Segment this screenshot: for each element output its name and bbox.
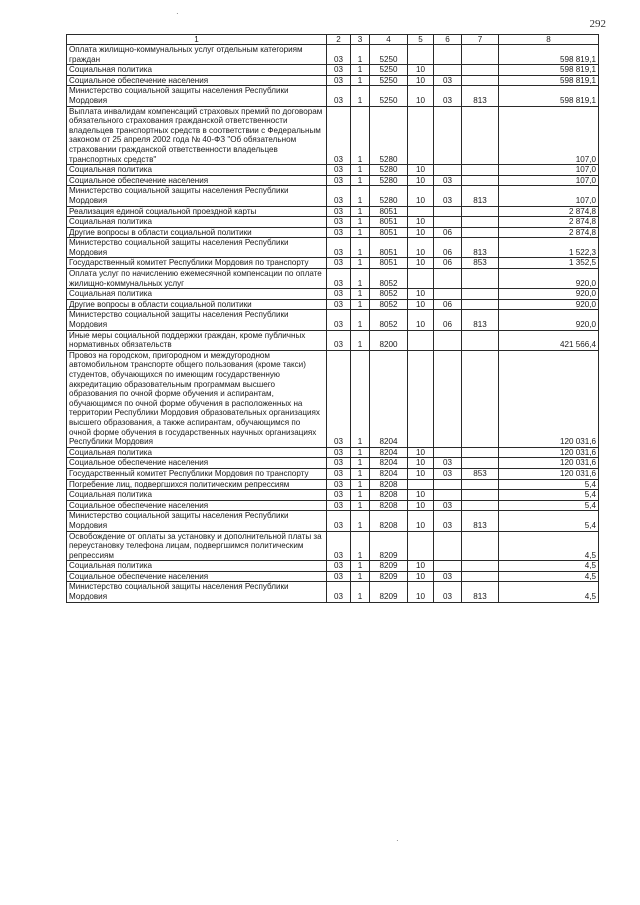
row-code-cell: 8208 (370, 479, 408, 490)
row-code-cell: 5250 (370, 75, 408, 86)
row-code-cell: 1 (351, 582, 370, 602)
row-amount-cell: 4,5 (499, 582, 599, 602)
row-code-cell: 8208 (370, 500, 408, 511)
row-code-cell: 813 (462, 238, 499, 258)
row-name-cell: Социальное обеспечение населения (67, 75, 327, 86)
row-code-cell: 1 (351, 561, 370, 572)
row-name-cell: Министерство социальной защиты населения Республики Мордовия (67, 310, 327, 330)
row-code-cell: 8051 (370, 217, 408, 228)
row-code-cell (434, 561, 462, 572)
row-code-cell: 10 (408, 582, 434, 602)
row-code-cell (462, 106, 499, 165)
row-code-cell (462, 217, 499, 228)
row-code-cell: 03 (434, 571, 462, 582)
row-amount-cell: 120 031,6 (499, 458, 599, 469)
row-name-cell: Государственный комитет Республики Мордовия по транспорту (67, 468, 327, 479)
row-code-cell (434, 350, 462, 447)
row-code-cell: 1 (351, 45, 370, 65)
row-code-cell (434, 106, 462, 165)
row-name-cell: Социальное обеспечение населения (67, 571, 327, 582)
row-amount-cell: 1 352,5 (499, 258, 599, 269)
row-code-cell: 813 (462, 86, 499, 106)
row-amount-cell: 421 566,4 (499, 330, 599, 350)
row-code-cell: 8052 (370, 289, 408, 300)
row-code-cell: 03 (327, 479, 351, 490)
row-code-cell: 1 (351, 531, 370, 561)
row-name-cell: Оплата жилищно-коммунальных услуг отдельным категориям граждан (67, 45, 327, 65)
row-code-cell: 8209 (370, 582, 408, 602)
row-code-cell: 8204 (370, 458, 408, 469)
row-code-cell: 03 (327, 571, 351, 582)
row-code-cell: 1 (351, 350, 370, 447)
row-name-cell: Министерство социальной защиты населения Республики Мордовия (67, 511, 327, 531)
row-amount-cell: 920,0 (499, 310, 599, 330)
table-row (67, 310, 599, 330)
row-code-cell: 03 (434, 500, 462, 511)
row-code-cell: 10 (408, 165, 434, 176)
row-code-cell: 5280 (370, 186, 408, 206)
row-code-cell (434, 330, 462, 350)
row-code-cell: 03 (327, 531, 351, 561)
row-code-cell: 1 (351, 310, 370, 330)
row-code-cell: 813 (462, 582, 499, 602)
row-name-cell: Выплата инвалидам компенсаций страховых премий по договорам обязательного страхования гражданской ответственности владельцев транспортных средств в соответствии с Федеральным законом от 25 апреля 2002 года № 40-ФЗ "Об обязательном страховании гражданской ответственности владельцев транспортных средств" (67, 106, 327, 165)
table-row (67, 490, 599, 501)
row-code-cell: 10 (408, 299, 434, 310)
row-code-cell: 1 (351, 65, 370, 76)
row-code-cell: 03 (327, 238, 351, 258)
row-code-cell: 1 (351, 447, 370, 458)
row-code-cell (408, 531, 434, 561)
row-code-cell: 03 (327, 45, 351, 65)
row-amount-cell: 598 819,1 (499, 86, 599, 106)
row-code-cell: 03 (434, 186, 462, 206)
row-name-cell: Министерство социальной защиты населения Республики Мордовия (67, 582, 327, 602)
row-code-cell: 03 (327, 289, 351, 300)
table-row (67, 350, 599, 447)
row-code-cell: 10 (408, 227, 434, 238)
row-code-cell: 5280 (370, 106, 408, 165)
row-code-cell: 03 (434, 458, 462, 469)
row-name-cell: Социальная политика (67, 165, 327, 176)
row-code-cell (462, 227, 499, 238)
row-code-cell (462, 45, 499, 65)
row-code-cell: 1 (351, 269, 370, 289)
row-code-cell (434, 269, 462, 289)
row-code-cell: 03 (434, 75, 462, 86)
table-row (67, 238, 599, 258)
row-name-cell: Социальное обеспечение населения (67, 500, 327, 511)
row-code-cell: 8200 (370, 330, 408, 350)
table-row (67, 165, 599, 176)
row-code-cell: 03 (327, 458, 351, 469)
row-code-cell (462, 269, 499, 289)
row-code-cell: 8208 (370, 511, 408, 531)
table-row (67, 186, 599, 206)
row-amount-cell: 120 031,6 (499, 447, 599, 458)
row-name-cell: Социальная политика (67, 561, 327, 572)
row-code-cell (462, 75, 499, 86)
row-code-cell: 03 (327, 175, 351, 186)
row-amount-cell: 107,0 (499, 106, 599, 165)
row-code-cell: 06 (434, 258, 462, 269)
row-code-cell: 5280 (370, 165, 408, 176)
row-code-cell: 10 (408, 490, 434, 501)
row-amount-cell: 2 874,8 (499, 227, 599, 238)
col-header-8: 8 (499, 35, 599, 45)
row-code-cell: 1 (351, 500, 370, 511)
row-name-cell: Другие вопросы в области социальной политики (67, 299, 327, 310)
row-code-cell: 03 (434, 468, 462, 479)
row-code-cell: 1 (351, 258, 370, 269)
row-name-cell: Социальная политика (67, 289, 327, 300)
col-header-4: 4 (370, 35, 408, 45)
row-amount-cell: 4,5 (499, 531, 599, 561)
row-code-cell: 03 (327, 490, 351, 501)
row-code-cell (408, 269, 434, 289)
row-code-cell: 03 (327, 217, 351, 228)
row-code-cell: 10 (408, 561, 434, 572)
table-row (67, 531, 599, 561)
row-code-cell: 03 (327, 299, 351, 310)
row-amount-cell: 598 819,1 (499, 45, 599, 65)
row-amount-cell: 107,0 (499, 186, 599, 206)
row-code-cell (408, 330, 434, 350)
page-number: 292 (589, 18, 606, 30)
row-code-cell: 8052 (370, 299, 408, 310)
row-name-cell: Государственный комитет Республики Мордовия по транспорту (67, 258, 327, 269)
row-code-cell: 03 (327, 269, 351, 289)
row-code-cell: 03 (327, 206, 351, 217)
row-name-cell: Погребение лиц, подвергшихся политическим репрессиям (67, 479, 327, 490)
row-amount-cell: 120 031,6 (499, 350, 599, 447)
row-code-cell: 5280 (370, 175, 408, 186)
table-row (67, 227, 599, 238)
row-code-cell: 10 (408, 86, 434, 106)
row-code-cell: 8052 (370, 310, 408, 330)
row-code-cell (434, 45, 462, 65)
row-amount-cell: 5,4 (499, 479, 599, 490)
row-code-cell (434, 531, 462, 561)
row-name-cell: Реализация единой социальной проездной карты (67, 206, 327, 217)
row-name-cell: Другие вопросы в области социальной политики (67, 227, 327, 238)
row-code-cell: 1 (351, 206, 370, 217)
table-row (67, 571, 599, 582)
row-code-cell: 10 (408, 175, 434, 186)
row-amount-cell: 5,4 (499, 511, 599, 531)
row-code-cell: 8204 (370, 447, 408, 458)
row-code-cell: 10 (408, 289, 434, 300)
row-code-cell: 10 (408, 258, 434, 269)
row-code-cell: 1 (351, 299, 370, 310)
row-code-cell: 10 (408, 186, 434, 206)
row-code-cell: 10 (408, 217, 434, 228)
table-row (67, 86, 599, 106)
table-row (67, 175, 599, 186)
table-row (67, 206, 599, 217)
scan-mark: · (396, 836, 399, 845)
row-amount-cell: 5,4 (499, 500, 599, 511)
row-code-cell: 5250 (370, 86, 408, 106)
row-code-cell: 10 (408, 458, 434, 469)
row-amount-cell: 2 874,8 (499, 206, 599, 217)
row-code-cell: 03 (327, 330, 351, 350)
row-code-cell: 813 (462, 511, 499, 531)
row-code-cell: 03 (434, 86, 462, 106)
row-code-cell: 813 (462, 186, 499, 206)
row-code-cell: 1 (351, 227, 370, 238)
row-code-cell: 1 (351, 330, 370, 350)
table-row (67, 289, 599, 300)
row-code-cell: 8051 (370, 238, 408, 258)
row-code-cell: 10 (408, 75, 434, 86)
col-header-2: 2 (327, 35, 351, 45)
row-name-cell: Социальная политика (67, 447, 327, 458)
row-code-cell (434, 217, 462, 228)
row-amount-cell: 920,0 (499, 269, 599, 289)
row-amount-cell: 598 819,1 (499, 75, 599, 86)
row-code-cell: 853 (462, 258, 499, 269)
row-code-cell: 03 (434, 175, 462, 186)
row-amount-cell: 120 031,6 (499, 468, 599, 479)
row-code-cell: 5250 (370, 45, 408, 65)
row-code-cell: 8204 (370, 468, 408, 479)
table-row (67, 511, 599, 531)
row-name-cell: Оплата услуг по начислению ежемесячной компенсации по оплате жилищно-коммунальных услуг (67, 269, 327, 289)
row-name-cell: Министерство социальной защиты населения Республики Мордовия (67, 186, 327, 206)
row-code-cell: 1 (351, 186, 370, 206)
row-amount-cell: 4,5 (499, 561, 599, 572)
row-amount-cell: 920,0 (499, 289, 599, 300)
row-code-cell: 1 (351, 458, 370, 469)
row-code-cell: 03 (327, 350, 351, 447)
table-row (67, 468, 599, 479)
row-code-cell: 03 (327, 561, 351, 572)
row-code-cell (434, 490, 462, 501)
row-code-cell: 10 (408, 468, 434, 479)
row-code-cell: 5250 (370, 65, 408, 76)
row-code-cell: 10 (408, 500, 434, 511)
col-header-1: 1 (67, 35, 327, 45)
table-body (67, 45, 599, 603)
row-name-cell: Социальная политика (67, 65, 327, 76)
row-code-cell: 8209 (370, 531, 408, 561)
row-code-cell: 03 (327, 65, 351, 76)
row-code-cell (408, 479, 434, 490)
row-code-cell (434, 165, 462, 176)
row-name-cell: Провоз на городском, пригородном и междугородном автомобильном транспорте общего пользования (кроме такси) студентов, обучающихся по имеющим государственную аккредитацию образовательным программам высшего образования по очной форме обучения и аспирантам, обучающимся по очной форме обучения в расположенных на территории Республики Мордовия образовательных организациях высшего образования, а также аспирантам, обучающимся по очной форме обучения в государственных научных организациях Республики Мордовия (67, 350, 327, 447)
row-amount-cell: 107,0 (499, 165, 599, 176)
row-code-cell (462, 571, 499, 582)
row-code-cell: 03 (327, 258, 351, 269)
row-code-cell: 1 (351, 217, 370, 228)
col-header-3: 3 (351, 35, 370, 45)
table-row (67, 75, 599, 86)
row-code-cell (462, 447, 499, 458)
row-code-cell: 1 (351, 571, 370, 582)
row-code-cell: 03 (327, 86, 351, 106)
row-code-cell: 03 (327, 227, 351, 238)
row-code-cell: 1 (351, 106, 370, 165)
row-code-cell: 813 (462, 310, 499, 330)
row-code-cell (408, 206, 434, 217)
row-code-cell (408, 106, 434, 165)
table-row (67, 479, 599, 490)
row-name-cell: Министерство социальной защиты населения Республики Мордовия (67, 86, 327, 106)
row-code-cell: 03 (434, 511, 462, 531)
table-row (67, 258, 599, 269)
row-code-cell: 06 (434, 227, 462, 238)
table-row (67, 458, 599, 469)
row-code-cell: 1 (351, 175, 370, 186)
table-row (67, 299, 599, 310)
table-row (67, 106, 599, 165)
row-code-cell (462, 479, 499, 490)
row-code-cell: 10 (408, 238, 434, 258)
row-amount-cell: 5,4 (499, 490, 599, 501)
row-code-cell: 03 (327, 106, 351, 165)
row-code-cell: 1 (351, 289, 370, 300)
row-amount-cell: 920,0 (499, 299, 599, 310)
row-code-cell (462, 330, 499, 350)
table-row (67, 561, 599, 572)
row-code-cell: 10 (408, 571, 434, 582)
row-code-cell: 853 (462, 468, 499, 479)
row-code-cell: 8209 (370, 571, 408, 582)
col-header-5: 5 (408, 35, 434, 45)
row-code-cell (462, 500, 499, 511)
row-code-cell (434, 206, 462, 217)
row-code-cell: 1 (351, 75, 370, 86)
row-code-cell: 8052 (370, 269, 408, 289)
row-code-cell (434, 65, 462, 76)
row-amount-cell: 2 874,8 (499, 217, 599, 228)
row-name-cell: Социальная политика (67, 217, 327, 228)
row-name-cell: Социальная политика (67, 490, 327, 501)
row-code-cell (408, 350, 434, 447)
budget-table (66, 34, 599, 603)
row-code-cell: 10 (408, 511, 434, 531)
row-code-cell (462, 65, 499, 76)
table-row (67, 45, 599, 65)
table-header-row (67, 35, 599, 45)
row-code-cell (434, 479, 462, 490)
row-code-cell (462, 561, 499, 572)
row-code-cell: 10 (408, 447, 434, 458)
col-header-6: 6 (434, 35, 462, 45)
row-code-cell: 03 (327, 310, 351, 330)
row-code-cell: 10 (408, 65, 434, 76)
row-amount-cell: 4,5 (499, 571, 599, 582)
row-code-cell: 8209 (370, 561, 408, 572)
row-code-cell: 03 (327, 75, 351, 86)
row-code-cell (408, 45, 434, 65)
row-code-cell (462, 299, 499, 310)
row-code-cell: 03 (434, 582, 462, 602)
row-code-cell (462, 175, 499, 186)
table-row (67, 582, 599, 602)
row-code-cell: 8208 (370, 490, 408, 501)
row-name-cell: Иные меры социальной поддержки граждан, кроме публичных нормативных обязательств (67, 330, 327, 350)
row-name-cell: Социальное обеспечение населения (67, 175, 327, 186)
row-code-cell: 1 (351, 490, 370, 501)
row-code-cell: 8051 (370, 227, 408, 238)
row-name-cell: Министерство социальной защиты населения Республики Мордовия (67, 238, 327, 258)
row-code-cell: 1 (351, 86, 370, 106)
row-code-cell: 03 (327, 447, 351, 458)
table-row (67, 65, 599, 76)
row-code-cell: 06 (434, 299, 462, 310)
row-amount-cell: 1 522,3 (499, 238, 599, 258)
row-code-cell (462, 289, 499, 300)
row-code-cell: 1 (351, 468, 370, 479)
row-code-cell: 8051 (370, 258, 408, 269)
row-code-cell: 06 (434, 310, 462, 330)
table-row (67, 330, 599, 350)
table-row (67, 447, 599, 458)
scan-mark: · (176, 9, 179, 18)
row-code-cell (462, 206, 499, 217)
row-code-cell: 03 (327, 582, 351, 602)
table-row (67, 269, 599, 289)
row-code-cell: 10 (408, 310, 434, 330)
row-code-cell: 03 (327, 500, 351, 511)
table-row (67, 500, 599, 511)
row-name-cell: Социальное обеспечение населения (67, 458, 327, 469)
row-code-cell (462, 165, 499, 176)
row-amount-cell: 598 819,1 (499, 65, 599, 76)
row-code-cell: 03 (327, 511, 351, 531)
col-header-7: 7 (462, 35, 499, 45)
row-code-cell (462, 458, 499, 469)
row-code-cell (462, 490, 499, 501)
row-code-cell: 03 (327, 468, 351, 479)
row-code-cell (462, 350, 499, 447)
table-row (67, 217, 599, 228)
row-code-cell: 8051 (370, 206, 408, 217)
row-code-cell: 1 (351, 238, 370, 258)
row-amount-cell: 107,0 (499, 175, 599, 186)
row-code-cell (434, 447, 462, 458)
row-code-cell (462, 531, 499, 561)
row-code-cell: 1 (351, 511, 370, 531)
row-code-cell: 03 (327, 165, 351, 176)
row-code-cell: 03 (327, 186, 351, 206)
row-name-cell: Освобождение от оплаты за установку и дополнительной платы за переустановку телефона лицам, подвергшимся политическим репрессиям (67, 531, 327, 561)
row-code-cell: 8204 (370, 350, 408, 447)
row-code-cell: 1 (351, 479, 370, 490)
row-code-cell: 06 (434, 238, 462, 258)
row-code-cell: 1 (351, 165, 370, 176)
row-code-cell (434, 289, 462, 300)
